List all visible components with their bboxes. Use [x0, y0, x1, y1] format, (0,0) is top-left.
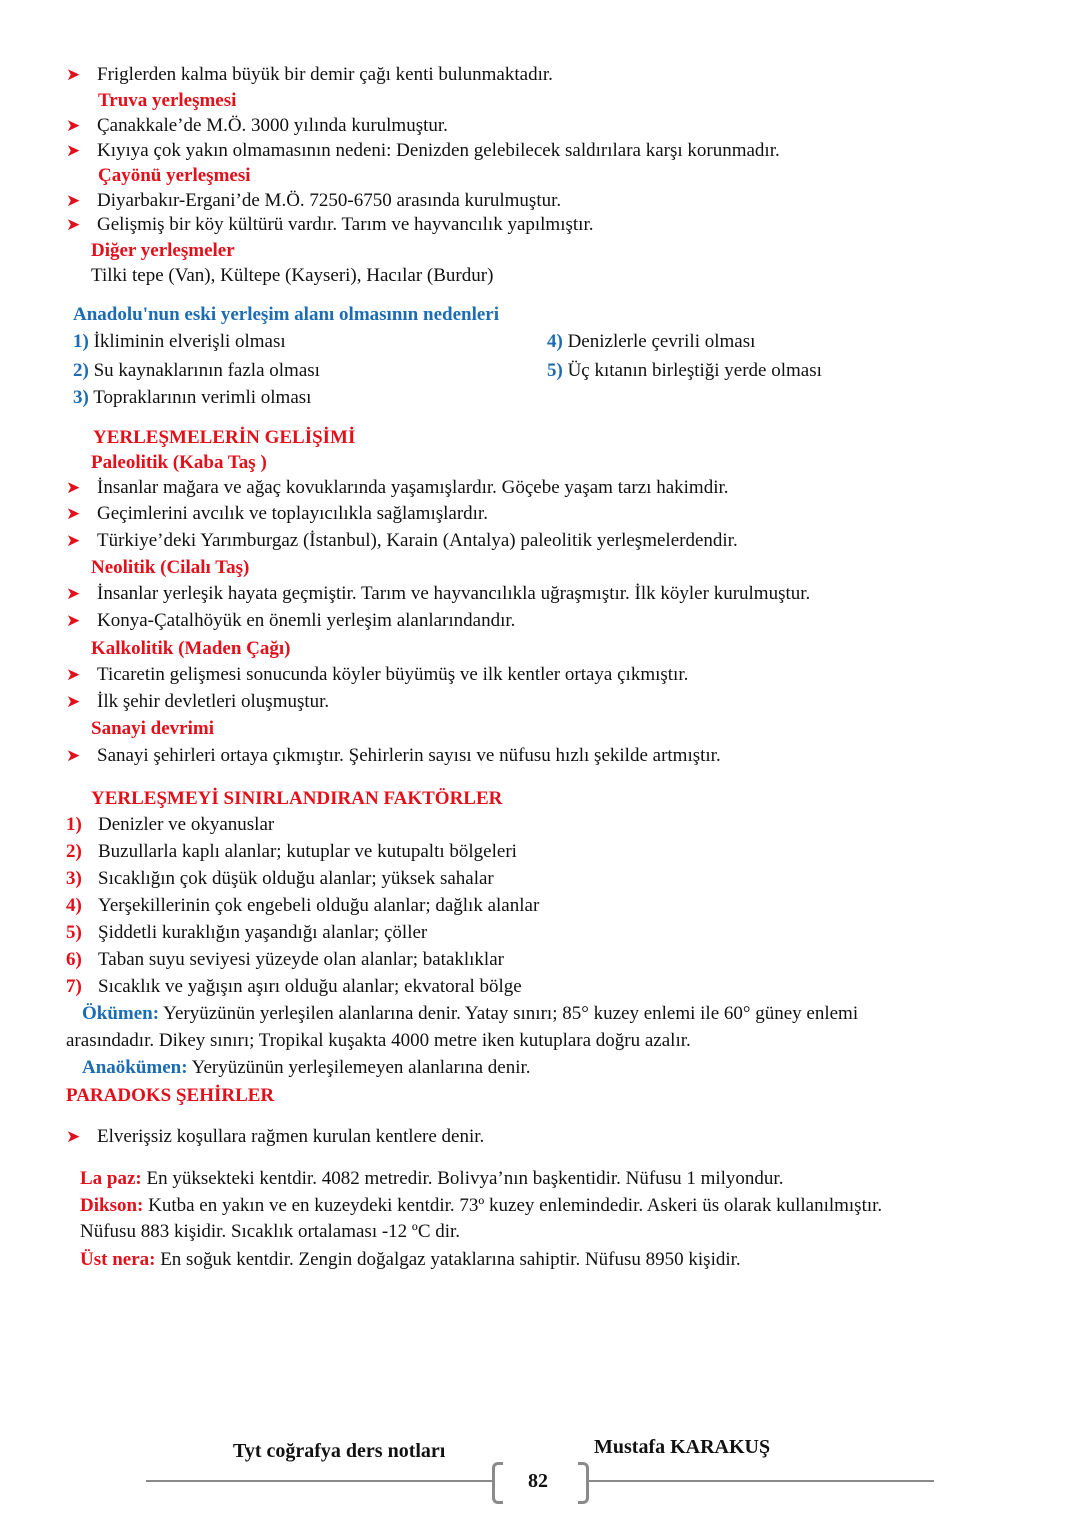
- arrow-bullet-icon: ➤: [66, 611, 81, 630]
- factor-item: 6) Taban suyu seviyesi yüzeyde olan alanlar; bataklıklar: [66, 949, 504, 970]
- footer-title: Tyt coğrafya ders notları: [233, 1440, 446, 1462]
- right-brace-icon: [578, 1462, 589, 1504]
- ustnera-entry: Üst nera: En soğuk kentdir. Zengin doğalgaz yataklarına sahiptir. Nüfusu 8950 kişidir.: [80, 1249, 741, 1270]
- arrow-bullet-icon: ➤: [66, 746, 81, 765]
- arrow-bullet-icon: ➤: [66, 191, 81, 210]
- diger-heading: Diğer yerleşmeler: [91, 240, 235, 261]
- arrow-bullet-icon: ➤: [66, 692, 81, 711]
- document-page: ➤ Friglerden kalma büyük bir demir çağı kenti bulunmaktadır. Truva yerleşmesi ➤ Çanakkale’de M.Ö. 3000 yılında kurulmuştur. ➤ Kıyıya çok yakın olmamasının nedeni: Denizden gelebilecek saldırılara karşı korunmadır. Çayönü yerleşmesi ➤ Diyarbakır-Ergani’de M.Ö. 7250-6750 arasında kurulmuştur. ➤ Gelişmiş bir köy kültürü vardır. Tarım ve hayvancılık yapılmıştır. Diğer yerleşmeler Tilki tepe (Van), Kültepe (Kayseri), Hacılar (Burdur) Anadolu'nun eski yerleşim alanı olmasının nedenleri 1) İkliminin elverişli olması 2) Su kaynaklarının fazla olması 3) Topraklarının verimli olması 4) Denizlerle çevrili olması 5) Üç kıtanın birleştiği yerde olması YERLEŞMELERİN GELİŞİMİ Paleolitik (Kaba Taş ) ➤ İnsanlar mağara ve ağaç kovuklarında yaşamışlardır. Göçebe yaşam tarzı hakimdir. ➤ Geçimlerini avcılık ve toplayıcılıkla sağlamışlardır. ➤ Türkiye’deki Yarımburgaz (İstanbul), Karain (Antalya) paleolitik yerleşmelerdendir. Neolitik (Cilalı Taş) ➤ İnsanlar yerleşik hayata geçmiştir. Tarım ve hayvancılıkla uğraşmıştır. İlk köyler kurulmuştur. ➤ Konya-Çatalhöyük en önemli yerleşim alanlarındandır. Kalkolitik (Maden Çağı) ➤ Ticaretin gelişmesi sonucunda köyler büyümüş ve ilk kentler ortaya çıkmıştır. ➤ İlk şehir devletleri oluşmuştur. Sanayi devrimi ➤ Sanayi şehirleri ortaya çıkmıştır. Şehirlerin sayısı ve nüfusu hızlı şekilde artmıştır. YERLEŞMEYİ SINIRLANDIRAN FAKTÖRLER 1) Denizler ve okyanuslar 2) Buzullarla kaplı alanlar; kutuplar ve kutupaltı bölgeleri 3) Sıcaklığın çok düşük olduğu alanlar; yüksek sahalar 4) Yerşekillerinin çok engebeli olduğu alanlar; dağlık alanlar 5) Şiddetli kuraklığın yaşandığı alanlar; çöller 6) Taban suyu seviyesi yüzeyde olan alanlar; bataklıklar 7) Sıcaklık ve yağışın aşırı olduğu alanlar; ekvatoral bölge Ökümen: Yeryüzünün yerleşilen alanlarına denir. Yatay sınırı; 85° kuzey enlemi ile 60° güney enlemi arasındadır. Dikey sınırı; Tropikal kuşakta 4000 metre iken kutuplara doğru azalır. Anaökümen: Yeryüzünün yerleşilemeyen alanlarına denir. PARADOKS ŞEHİRLER ➤ Elverişsiz koşullara rağmen kurulan kentlere denir. La paz: En yüksekteki kentdir. 4082 metredir. Bolivya’nın başkentidir. Nüfusu 1 milyondur. Dikson: Kutba en yakın ve en kuzeydeki kentdir. 73º kuzey enlemindedir. Askeri üs olarak kullanılmıştır. Nüfusu 883 kişidir. Sıcaklık ortalaması -12 ºC dir. Üst nera: En soğuk kentdir. Zengin doğalgaz yataklarına sahiptir. Nüfusu 8950 kişidir. Tyt coğrafya ders notları Mustafa KARAKUŞ 82: [0, 0, 1080, 1526]
- cayonu-heading: Çayönü yerleşmesi: [98, 165, 251, 186]
- factor-item: 7) Sıcaklık ve yağışın aşırı olduğu alanlar; ekvatoral bölge: [66, 976, 522, 997]
- footer-rule-right: [586, 1480, 934, 1482]
- anaokumen-definition: Anaökümen: Yeryüzünün yerleşilemeyen alanlarına denir.: [82, 1057, 531, 1078]
- factor-item: 2) Buzullarla kaplı alanlar; kutuplar ve kutupaltı bölgeleri: [66, 841, 517, 862]
- dikson-entry-cont: Nüfusu 883 kişidir. Sıcaklık ortalaması -12 ºC dir.: [80, 1221, 461, 1242]
- paradoks-heading: PARADOKS ŞEHİRLER: [66, 1085, 275, 1106]
- arrow-bullet-icon: ➤: [66, 141, 81, 160]
- factor-item: 5) Şiddetli kuraklığın yaşandığı alanlar; çöller: [66, 922, 428, 943]
- reason-item: 5) Üç kıtanın birleştiği yerde olması: [547, 360, 822, 381]
- kalkolitik-heading: Kalkolitik (Maden Çağı): [91, 638, 291, 659]
- arrow-bullet-icon: ➤: [66, 1127, 81, 1146]
- dikson-entry: Dikson: Kutba en yakın ve en kuzeydeki kentdir. 73º kuzey enlemindedir. Askeri üs olarak kullanılmıştır.: [80, 1195, 883, 1216]
- reason-item: 1) İkliminin elverişli olması: [73, 331, 286, 352]
- diger-text: Tilki tepe (Van), Kültepe (Kayseri), Hacılar (Burdur): [91, 265, 494, 286]
- arrow-bullet-icon: ➤: [66, 65, 81, 84]
- neolitik-heading: Neolitik (Cilalı Taş): [91, 557, 250, 578]
- left-brace-icon: [492, 1462, 503, 1504]
- okumen-definition-cont: arasındadır. Dikey sınırı; Tropikal kuşakta 4000 metre iken kutuplara doğru azalır.: [66, 1030, 691, 1051]
- truva-heading: Truva yerleşmesi: [98, 90, 237, 111]
- arrow-bullet-icon: ➤: [66, 504, 81, 523]
- arrow-bullet-icon: ➤: [66, 215, 81, 234]
- arrow-bullet-icon: ➤: [66, 531, 81, 550]
- arrow-bullet-icon: ➤: [66, 478, 81, 497]
- footer-rule-left: [146, 1480, 494, 1482]
- reason-item: 4) Denizlerle çevrili olması: [547, 331, 756, 352]
- factor-item: 4) Yerşekillerinin çok engebeli olduğu alanlar; dağlık alanlar: [66, 895, 540, 916]
- sanayi-heading: Sanayi devrimi: [91, 718, 214, 739]
- arrow-bullet-icon: ➤: [66, 584, 81, 603]
- footer-author: Mustafa KARAKUŞ: [594, 1436, 771, 1458]
- reason-item: 2) Su kaynaklarının fazla olması: [73, 360, 320, 381]
- page-number: 82: [528, 1470, 548, 1492]
- factor-item: 3) Sıcaklığın çok düşük olduğu alanlar; yüksek sahalar: [66, 868, 494, 889]
- factor-item: 1) Denizler ve okyanuslar: [66, 814, 275, 835]
- anadolu-heading: Anadolu'nun eski yerleşim alanı olmasının nedenleri: [73, 304, 499, 325]
- paleolitik-heading: Paleolitik (Kaba Taş ): [91, 452, 267, 473]
- lapaz-entry: La paz: En yüksekteki kentdir. 4082 metredir. Bolivya’nın başkentidir. Nüfusu 1 milyondur.: [80, 1168, 784, 1189]
- faktorler-heading: YERLEŞMEYİ SINIRLANDIRAN FAKTÖRLER: [91, 788, 503, 809]
- reason-item: 3) Topraklarının verimli olması: [73, 387, 312, 408]
- gelisim-heading: YERLEŞMELERİN GELİŞİMİ: [93, 427, 356, 448]
- arrow-bullet-icon: ➤: [66, 116, 81, 135]
- arrow-bullet-icon: ➤: [66, 665, 81, 684]
- okumen-definition: Ökümen: Yeryüzünün yerleşilen alanlarına denir. Yatay sınırı; 85° kuzey enlemi ile 60° güney enlemi: [82, 1003, 859, 1024]
